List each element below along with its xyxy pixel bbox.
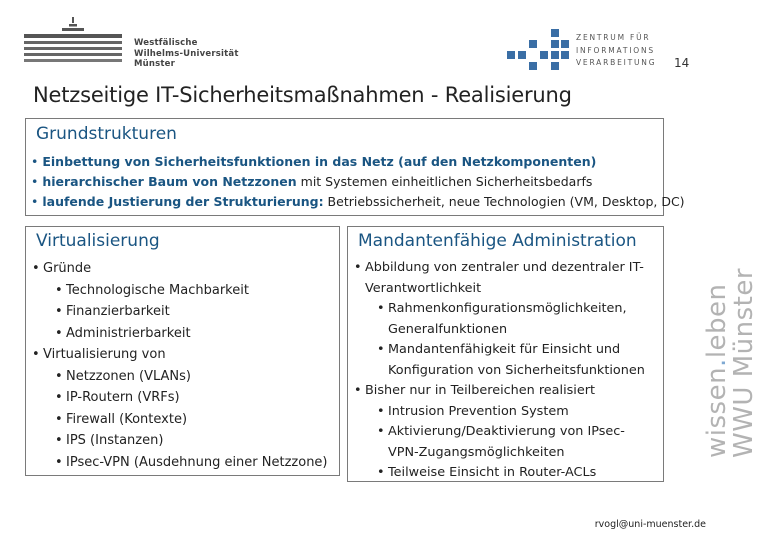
- list-item: • Rahmenkonfigurationsmöglichkeiten, Generalfunktionen: [377, 299, 654, 340]
- mandanten-list: [354, 258, 654, 484]
- list-item: • Bisher nur in Teilbereichen realisiert • Intrusion Prevention System • Aktivierung/Deaktivierung von IPsec-VPN-Zugangsmöglichkeiten • Teilweise Einsicht in Router-ACLs: [354, 381, 654, 484]
- list-item: • Finanzierbarkeit: [55, 301, 328, 323]
- mandanten-panel: [347, 226, 664, 482]
- list-item: • Aktivierung/Deaktivierung von IPsec-VPN-Zugangsmöglichkeiten: [377, 422, 654, 463]
- list-item: • Einbettung von Sicherheitsfunktionen in das Netz (auf den Netzkomponenten): [31, 154, 597, 169]
- list-item: • Technologische Machbarkeit: [55, 280, 328, 302]
- list-item: • Netzzonen (VLANs): [55, 366, 328, 388]
- list-item: • Teilweise Einsicht in Router-ACLs: [377, 463, 654, 484]
- zentrum-name: ZENTRUM FÜR INFORMATIONS VERARBEITUNG: [576, 33, 657, 67]
- side-branding: wissen.leben WWU Münster: [702, 267, 759, 458]
- list-item: • IPS (Instanzen): [55, 430, 328, 452]
- grundstrukturen-list: [31, 152, 685, 212]
- wwu-building-logo-icon: [24, 14, 124, 70]
- grundstrukturen-panel: [25, 118, 685, 216]
- list-item: • Mandantenfähigkeit für Einsicht und Konfiguration von Sicherheitsfunktionen: [377, 340, 654, 381]
- university-name: Westfälische Wilhelms-Universität Münster: [134, 38, 239, 69]
- virtualisierung-list: [32, 258, 328, 473]
- list-item: • Gründe • Technologische Machbarkeit • Finanzierbarkeit • Administrierbarkeit: [32, 258, 328, 344]
- slide-title: Netzseitige IT-Sicherheitsmaßnahmen - Realisierung: [33, 83, 572, 107]
- list-item: • IPsec-VPN (Ausdehnung einer Netzzone): [55, 452, 328, 474]
- list-item: • Firewall (Kontexte): [55, 409, 328, 431]
- wwu-logo: [24, 14, 254, 70]
- mandanten-heading: Mandantenfähige Administration: [358, 231, 637, 251]
- list-item: • IP-Routern (VRFs): [55, 387, 328, 409]
- list-item: • Virtualisierung von • Netzzonen (VLANs) • IP-Routern (VRFs) • Firewall (Kontexte) • IPS (Instanzen) • IPsec-VPN (Ausdehnung einer Netzzone): [32, 344, 328, 473]
- list-item: • Administrierbarkeit: [55, 323, 328, 345]
- list-item: • Abbildung von zentraler und dezentraler IT-Verantwortlichkeit • Rahmenkonfigurationsmöglichkeiten, Generalfunktionen • Mandantenfähigkeit für Einsicht und Konfiguration von Sicherheitsfunktionen: [354, 258, 654, 381]
- list-item: • hierarchischer Baum von Netzzonen mit Systemen einheitlichen Sicherheitsbedarfs: [31, 174, 593, 189]
- virtualisierung-heading: Virtualisierung: [36, 231, 160, 251]
- zentrum-logo: [505, 27, 675, 71]
- list-item: • laufende Justierung der Strukturierung: Betriebssicherheit, neue Technologien (VM, Desktop, DC): [31, 194, 685, 209]
- grundstrukturen-heading: Grundstrukturen: [36, 124, 177, 144]
- zentrum-squares-logo-icon: [505, 27, 569, 71]
- page-number: 14: [674, 56, 690, 70]
- virtualisierung-panel: [25, 226, 340, 476]
- footer-email: rvogl@uni-muenster.de: [594, 519, 706, 530]
- list-item: • Intrusion Prevention System: [377, 402, 654, 423]
